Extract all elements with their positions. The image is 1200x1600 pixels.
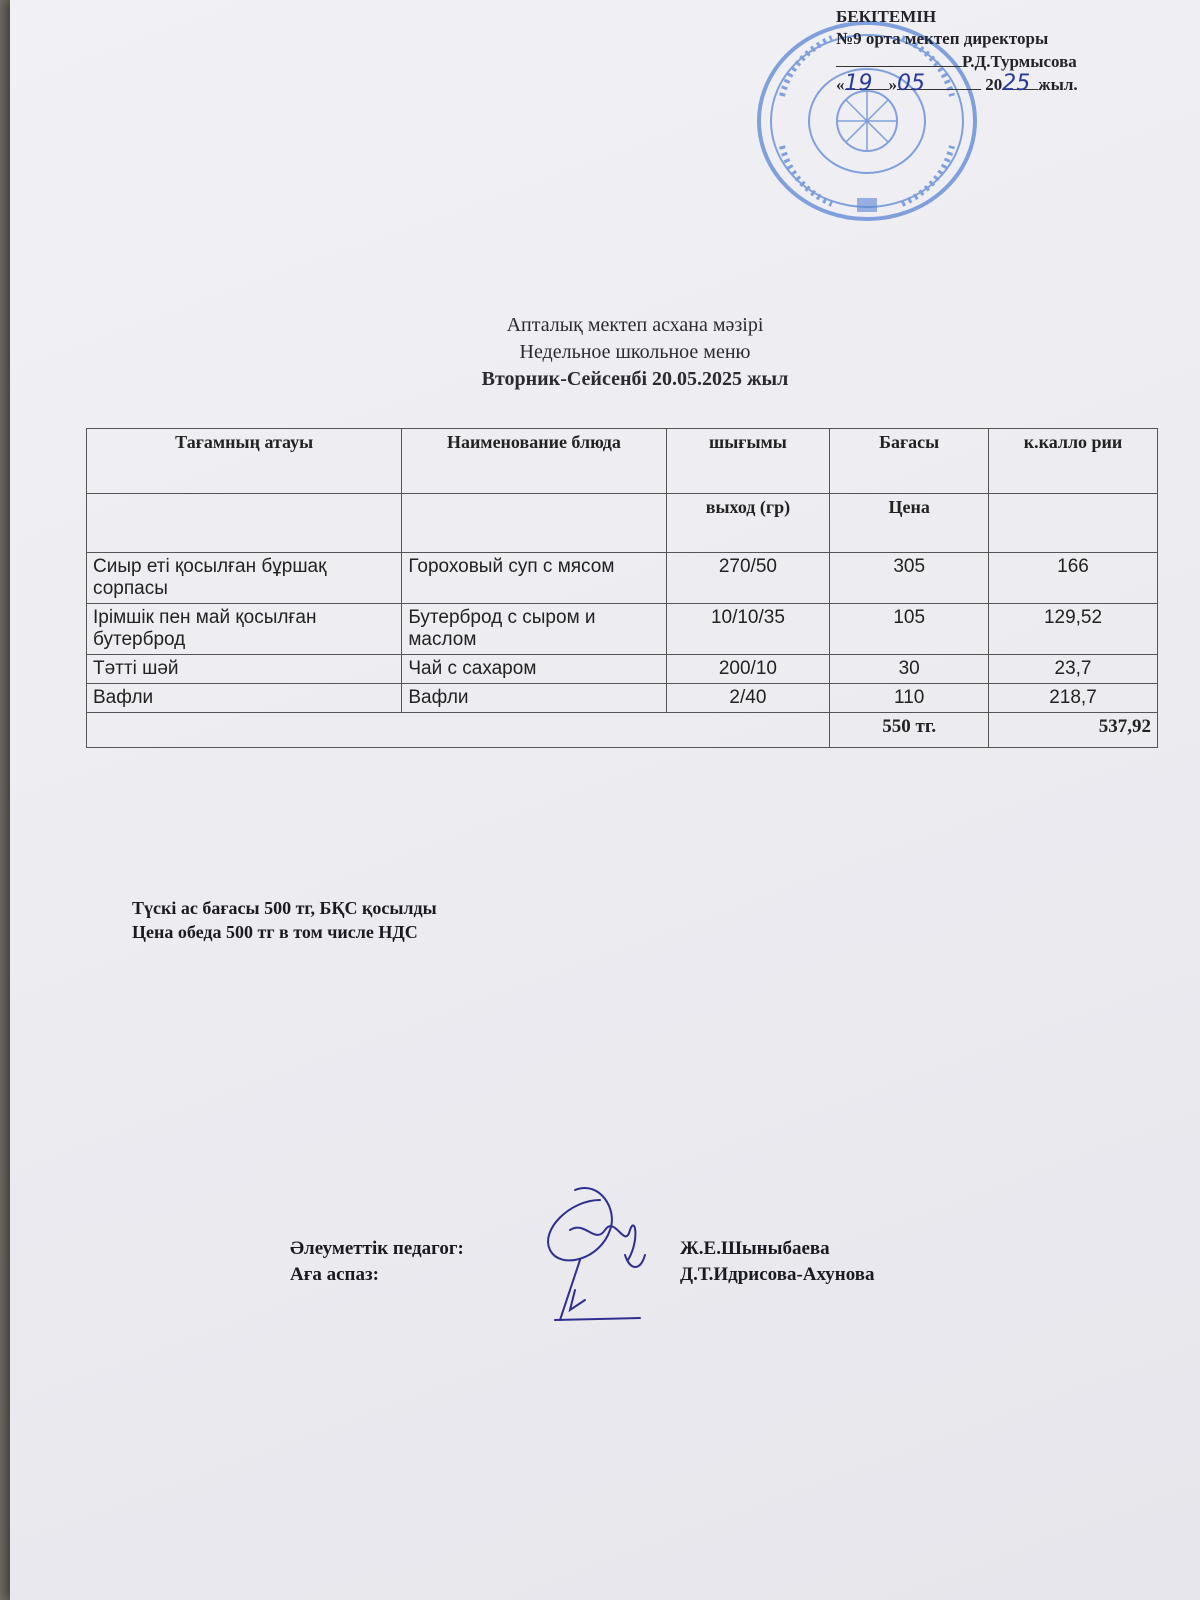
menu-table <box>86 428 1158 748</box>
header-name-ru: Наименование блюда <box>402 429 666 494</box>
cell-kcal: 129,52 <box>989 604 1158 655</box>
approval-director-line <box>836 50 1156 73</box>
table-row <box>87 655 1158 684</box>
signer-role: Аға аспаз: <box>290 1264 379 1285</box>
cell-price: 105 <box>830 604 989 655</box>
table-total-row <box>87 713 1158 748</box>
cell-name-kz: Тәтті шәй <box>87 655 402 684</box>
subheader-empty-1 <box>87 494 402 553</box>
signer-role: Әлеуметтік педагог: <box>290 1238 464 1259</box>
header-name-kz: Тағамның атауы <box>87 429 402 494</box>
title-russian: Недельное школьное меню <box>519 341 751 363</box>
note-kazakh: Түскі ас бағасы 500 тг, БҚС қосылды <box>132 898 437 918</box>
title-kazakh: Апталық мектеп асхана мәзірі <box>506 314 764 336</box>
approval-date-line <box>836 73 1156 96</box>
table-header-row <box>87 429 1158 494</box>
cell-kcal: 23,7 <box>989 655 1158 684</box>
approval-title: БЕКІТЕМІН <box>836 7 937 26</box>
header-yield-kz: шығымы <box>666 429 830 494</box>
date-close-quote: » <box>888 75 897 94</box>
cell-kcal: 166 <box>989 553 1158 604</box>
cell-yield: 2/40 <box>666 684 830 713</box>
total-empty-cell <box>87 713 830 748</box>
cell-name-ru: Вафли <box>402 684 666 713</box>
subheader-price-ru: Цена <box>830 494 989 553</box>
subheader-empty-2 <box>402 494 666 553</box>
cell-name-kz: Вафли <box>87 684 402 713</box>
cell-yield: 200/10 <box>666 655 830 684</box>
header-price-kz: Бағасы <box>830 429 989 494</box>
total-kcal: 537,92 <box>989 713 1158 748</box>
cell-yield: 10/10/35 <box>666 604 830 655</box>
cell-name-kz: Ірімшік пен май қосылған бутерброд <box>87 604 402 655</box>
total-price: 550 тг. <box>830 713 989 748</box>
price-notes <box>132 896 437 944</box>
cell-name-ru: Чай с сахаром <box>402 655 666 684</box>
approval-block <box>836 6 1156 96</box>
date-day: 19 <box>845 73 889 90</box>
cell-yield: 270/50 <box>666 553 830 604</box>
title-day-date: Вторник-Сейсенбі 20.05.2025 жыл <box>481 368 789 390</box>
cell-name-kz: Сиыр еті қосылған бұршақ сорпасы <box>87 553 402 604</box>
date-year-word: жыл. <box>1038 75 1078 94</box>
document-page <box>10 0 1200 1600</box>
table-subheader-row <box>87 494 1158 553</box>
note-russian: Цена обеда 500 тг в том числе НДС <box>132 922 418 942</box>
subheader-empty-3 <box>989 494 1158 553</box>
menu-titles <box>340 312 930 393</box>
header-kcal: к.калло рии <box>989 429 1158 494</box>
date-open-quote: « <box>836 75 845 94</box>
cell-price: 110 <box>830 684 989 713</box>
cell-kcal: 218,7 <box>989 684 1158 713</box>
date-year-suffix: 25 <box>1002 73 1038 90</box>
approval-position: №9 орта мектеп директоры <box>836 29 1049 48</box>
cell-price: 30 <box>830 655 989 684</box>
signature-blank <box>836 50 962 67</box>
handwritten-signature <box>530 1160 670 1330</box>
table-row <box>87 684 1158 713</box>
director-name: Р.Д.Турмысова <box>962 52 1077 71</box>
table-row <box>87 553 1158 604</box>
signer-name: Д.Т.Идрисова-Ахунова <box>680 1264 875 1285</box>
table-row <box>87 604 1158 655</box>
date-month: 05 <box>897 73 981 90</box>
date-year-prefix: 20 <box>985 75 1003 94</box>
subheader-yield-ru: выход (гр) <box>666 494 830 553</box>
cell-price: 305 <box>830 553 989 604</box>
signer-name: Ж.Е.Шыныбаева <box>680 1238 830 1259</box>
cell-name-ru: Бутерброд с сыром и маслом <box>402 604 666 655</box>
cell-name-ru: Гороховый суп с мясом <box>402 553 666 604</box>
